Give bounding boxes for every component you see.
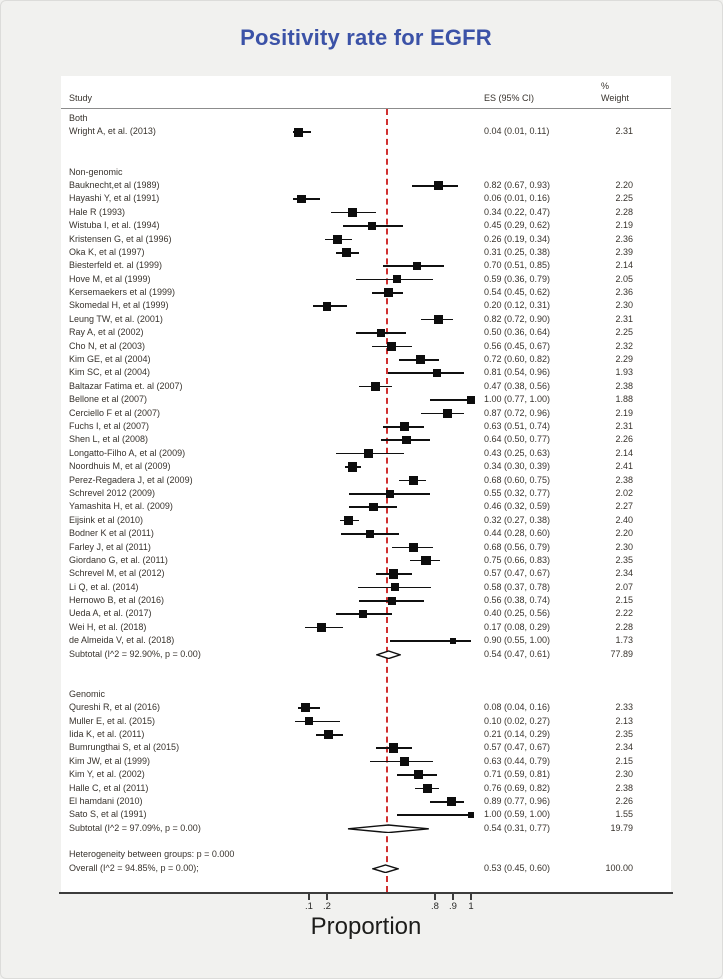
weight-value: 2.07	[615, 581, 633, 592]
effect-square	[400, 422, 409, 431]
study-row	[61, 353, 671, 366]
study-label: Eijsink et al (2010)	[69, 514, 144, 525]
es-value: 0.68 (0.60, 0.75)	[484, 474, 551, 485]
effect-square	[342, 248, 351, 257]
es-value: 0.44 (0.28, 0.60)	[484, 528, 551, 539]
es-value: 0.64 (0.50, 0.77)	[484, 434, 551, 445]
rows	[61, 112, 671, 875]
effect-square	[434, 181, 443, 190]
study-label: Biesterfeld et. al (1999)	[69, 260, 163, 271]
weight-value: 2.35	[615, 554, 633, 565]
study-label: Giordano G, et al. (2011)	[69, 554, 168, 565]
axis-tick	[470, 894, 472, 900]
weight-value: 2.28	[615, 206, 633, 217]
es-value: 0.54 (0.31, 0.77)	[484, 822, 551, 833]
study-label: Oka K, et al (1997)	[69, 246, 145, 257]
pooled-diamond	[376, 650, 401, 660]
weight-value: 2.38	[615, 782, 633, 793]
es-value: 0.10 (0.02, 0.27)	[484, 715, 551, 726]
study-label: Bodner K et al (2011)	[69, 528, 154, 539]
effect-square	[434, 315, 443, 324]
study-label: Skomedal H, et al (1999)	[69, 300, 169, 311]
weight-value: 2.25	[615, 327, 633, 338]
study-row	[61, 233, 671, 246]
es-value: 0.08 (0.04, 0.16)	[484, 702, 551, 713]
group-name: Genomic	[69, 688, 106, 699]
study-row	[61, 741, 671, 754]
pooled-label: Subtotal (I^2 = 92.90%, p = 0.00)	[69, 648, 201, 659]
weight-value: 2.15	[615, 595, 633, 606]
study-label: Wistuba I, et al. (1994)	[69, 220, 160, 231]
study-row	[61, 192, 671, 205]
study-row	[61, 326, 671, 339]
group-name: Both	[69, 113, 88, 123]
study-row	[61, 206, 671, 219]
es-value: 0.57 (0.47, 0.67)	[484, 568, 551, 579]
effect-square	[413, 262, 421, 270]
effect-square	[387, 342, 396, 351]
study-label: El hamdani (2010)	[69, 795, 143, 806]
study-label: Iida K, et al. (2011)	[69, 728, 145, 739]
es-value: 0.82 (0.67, 0.93)	[484, 179, 551, 190]
weight-value: 2.32	[615, 340, 633, 351]
es-value: 0.46 (0.32, 0.59)	[484, 501, 551, 512]
weight-value: 2.30	[615, 541, 633, 552]
study-row	[61, 340, 671, 353]
study-label: Schrevel M, et al (2012)	[69, 568, 165, 579]
study-row	[61, 634, 671, 647]
study-row	[61, 125, 671, 138]
study-row	[61, 808, 671, 821]
effect-square	[323, 302, 332, 311]
study-label: Ray A, et al (2002)	[69, 327, 144, 338]
weight-value: 2.31	[615, 313, 633, 324]
study-label: Kim Y, et al. (2002)	[69, 769, 145, 780]
study-label: Longatto-Filho A, et al (2009)	[69, 447, 186, 458]
weight-value: 2.20	[615, 179, 633, 190]
es-value: 0.76 (0.69, 0.82)	[484, 782, 551, 793]
ci-line	[397, 814, 471, 816]
weight-value: 2.31	[615, 126, 633, 137]
effect-square	[467, 396, 474, 403]
study-row	[61, 366, 671, 379]
study-label: Halle C, et al (2011)	[69, 782, 149, 793]
study-row	[61, 567, 671, 580]
effect-square	[389, 569, 398, 578]
study-row	[61, 715, 671, 728]
study-label: Kim SC, et al (2004)	[69, 367, 151, 378]
effect-square	[371, 382, 380, 391]
effect-square	[333, 235, 342, 244]
weight-value: 2.31	[615, 420, 633, 431]
weight-value: 2.33	[615, 702, 633, 713]
weight-value: 1.93	[615, 367, 633, 378]
study-row	[61, 219, 671, 232]
study-label: Shen L, et al (2008)	[69, 434, 149, 445]
weight-value: 1.55	[615, 809, 633, 820]
spacer-row	[61, 835, 671, 848]
x-axis-line	[59, 892, 673, 894]
es-value: 0.82 (0.72, 0.90)	[484, 313, 551, 324]
study-row	[61, 594, 671, 607]
pooled-diamond	[372, 864, 399, 874]
study-row	[61, 474, 671, 487]
es-value: 0.20 (0.12, 0.31)	[484, 300, 551, 311]
es-value: 0.57 (0.47, 0.67)	[484, 742, 551, 753]
weight-value: 2.02	[615, 487, 633, 498]
effect-square	[389, 743, 398, 752]
study-label: Sato S, et al (1991)	[69, 809, 147, 820]
effect-square	[433, 369, 441, 377]
study-row	[61, 701, 671, 714]
study-label: Hayashi Y, et al (1991)	[69, 193, 160, 204]
study-row	[61, 500, 671, 513]
es-value: 0.54 (0.45, 0.62)	[484, 287, 551, 298]
effect-square	[348, 462, 357, 471]
pooled-label: Subtotal (I^2 = 97.09%, p = 0.00)	[69, 822, 201, 833]
effect-square	[317, 623, 326, 632]
study-row	[61, 420, 671, 433]
axis-tick	[326, 894, 328, 900]
weight-value: 77.89	[610, 648, 633, 659]
study-label: Hernowo B, et al (2016)	[69, 595, 165, 606]
study-label: Kim GE, et al (2004)	[69, 354, 151, 365]
study-row	[61, 621, 671, 634]
effect-square	[368, 222, 377, 231]
study-row	[61, 755, 671, 768]
es-value: 0.58 (0.37, 0.78)	[484, 581, 551, 592]
weight-value: 2.30	[615, 769, 633, 780]
study-row	[61, 460, 671, 473]
column-header-percent: %	[601, 81, 610, 91]
weight-value: 2.41	[615, 461, 633, 472]
study-label: Wei H, et al. (2018)	[69, 621, 147, 632]
axis-tick-label: .2	[323, 901, 331, 912]
es-value: 0.45 (0.29, 0.62)	[484, 220, 551, 231]
es-value: 0.63 (0.44, 0.79)	[484, 755, 551, 766]
spacer-row	[61, 661, 671, 674]
study-row	[61, 407, 671, 420]
weight-value: 2.34	[615, 568, 633, 579]
effect-square	[393, 275, 401, 283]
effect-square	[369, 503, 378, 512]
weight-value: 2.19	[615, 407, 633, 418]
ci-line	[295, 721, 340, 723]
weight-value: 2.05	[615, 273, 633, 284]
weight-value: 2.15	[615, 755, 633, 766]
study-label: Wright A, et al. (2013)	[69, 126, 156, 137]
weight-value: 2.35	[615, 728, 633, 739]
effect-square	[366, 530, 375, 539]
study-label: Yamashita H, et al. (2009)	[69, 501, 173, 512]
study-row	[61, 541, 671, 554]
effect-square	[301, 703, 310, 712]
axis-tick-label: .8	[431, 901, 439, 912]
effect-square	[384, 288, 393, 297]
column-header-study: Study	[69, 93, 93, 103]
study-row	[61, 313, 671, 326]
es-value: 0.50 (0.36, 0.64)	[484, 327, 551, 338]
effect-square	[423, 784, 432, 793]
effect-square	[348, 208, 357, 217]
es-value: 0.17 (0.08, 0.29)	[484, 621, 551, 632]
effect-square	[468, 812, 474, 818]
weight-value: 2.27	[615, 501, 633, 512]
weight-value: 2.36	[615, 233, 633, 244]
es-value: 0.34 (0.22, 0.47)	[484, 206, 551, 217]
study-row	[61, 299, 671, 312]
es-value: 0.72 (0.60, 0.82)	[484, 354, 551, 365]
study-row	[61, 607, 671, 620]
weight-value: 2.19	[615, 220, 633, 231]
study-label: de Almeida V, et al. (2018)	[69, 635, 175, 646]
weight-value: 2.34	[615, 742, 633, 753]
es-value: 0.70 (0.51, 0.85)	[484, 260, 551, 271]
effect-square	[294, 128, 303, 137]
ci-line	[430, 399, 471, 401]
es-value: 0.40 (0.25, 0.56)	[484, 608, 551, 619]
study-row	[61, 487, 671, 500]
study-label: Cerciello F et al (2007)	[69, 407, 161, 418]
weight-value: 2.13	[615, 715, 633, 726]
es-value: 0.34 (0.30, 0.39)	[484, 461, 551, 472]
ci-line	[390, 640, 471, 642]
subtotal-row	[61, 822, 671, 835]
es-value: 0.63 (0.51, 0.74)	[484, 420, 551, 431]
study-row	[61, 554, 671, 567]
weight-value: 2.26	[615, 434, 633, 445]
study-label: Hove M, et al (1999)	[69, 273, 151, 284]
study-label: Muller E, et al. (2015)	[69, 715, 156, 726]
effect-square	[402, 436, 411, 445]
es-value: 0.53 (0.45, 0.60)	[484, 862, 551, 873]
weight-value: 19.79	[610, 822, 633, 833]
weight-value: 2.30	[615, 300, 633, 311]
study-label: Hale R (1993)	[69, 206, 126, 217]
study-row	[61, 286, 671, 299]
es-value: 0.47 (0.38, 0.56)	[484, 380, 551, 391]
es-value: 1.00 (0.77, 1.00)	[484, 394, 551, 405]
weight-value: 2.38	[615, 380, 633, 391]
es-value: 0.68 (0.56, 0.79)	[484, 541, 551, 552]
x-axis-label: Proportion	[310, 913, 422, 940]
effect-square	[450, 638, 457, 645]
study-row	[61, 393, 671, 406]
effect-square	[388, 597, 396, 605]
header-divider	[61, 108, 671, 109]
study-label: Qureshi R, et al (2016)	[69, 702, 161, 713]
study-label: Fuchs I, et al (2007)	[69, 420, 150, 431]
study-label: Baltazar Fatima et. al (2007)	[69, 380, 183, 391]
weight-value: 2.22	[615, 608, 633, 619]
effect-square	[297, 195, 306, 204]
es-value: 0.71 (0.59, 0.81)	[484, 769, 551, 780]
study-row	[61, 728, 671, 741]
es-value: 0.32 (0.27, 0.38)	[484, 514, 551, 525]
effect-square	[409, 476, 418, 485]
ci-line	[421, 413, 464, 415]
es-value: 0.54 (0.47, 0.61)	[484, 648, 551, 659]
axis-tick	[308, 894, 310, 900]
es-value: 0.87 (0.72, 0.96)	[484, 407, 551, 418]
group-header-row	[61, 166, 671, 179]
es-value: 0.56 (0.45, 0.67)	[484, 340, 551, 351]
study-label: Bauknecht,et al (1989)	[69, 179, 160, 190]
study-row	[61, 433, 671, 446]
study-row	[61, 246, 671, 259]
weight-value: 1.88	[615, 394, 633, 405]
es-value: 0.89 (0.77, 0.96)	[484, 795, 551, 806]
study-row	[61, 782, 671, 795]
study-label: Noordhuis M, et al (2009)	[69, 461, 171, 472]
plot-panel	[61, 76, 671, 893]
axis-tick	[434, 894, 436, 900]
effect-square	[391, 583, 399, 591]
study-row	[61, 768, 671, 781]
effect-square	[364, 449, 372, 457]
axis-tick	[452, 894, 454, 900]
pooled-diamond	[347, 824, 430, 834]
effect-square	[409, 543, 418, 552]
page-title: Positivity rate for EGFR	[240, 25, 492, 50]
study-label: Bumrungthai S, et al (2015)	[69, 742, 180, 753]
effect-square	[400, 757, 408, 765]
weight-value: 2.38	[615, 474, 633, 485]
column-header-es: ES (95% CI)	[484, 93, 535, 103]
weight-value: 1.73	[615, 635, 633, 646]
weight-value: 2.36	[615, 287, 633, 298]
study-label: Kersemaekers et al (1999)	[69, 287, 176, 298]
study-row	[61, 514, 671, 527]
effect-square	[324, 730, 333, 739]
axis-tick-label: .9	[449, 901, 457, 912]
es-value: 0.43 (0.25, 0.63)	[484, 447, 551, 458]
weight-value: 2.25	[615, 193, 633, 204]
effect-square	[377, 329, 386, 338]
study-row	[61, 179, 671, 192]
weight-value: 2.20	[615, 528, 633, 539]
spacer-row	[61, 674, 671, 687]
effect-square	[305, 717, 313, 725]
study-row	[61, 273, 671, 286]
es-value: 0.81 (0.54, 0.96)	[484, 367, 551, 378]
axis-tick-label: .1	[305, 901, 313, 912]
ci-line	[388, 372, 464, 374]
study-row	[61, 795, 671, 808]
study-row	[61, 380, 671, 393]
weight-value: 2.14	[615, 447, 633, 458]
effect-square	[414, 770, 423, 779]
axis-tick-label: 1	[468, 901, 474, 912]
study-row	[61, 259, 671, 272]
study-label: Leung TW, et al. (2001)	[69, 313, 163, 324]
group-name: Non-genomic	[69, 166, 123, 177]
weight-value: 100.00	[605, 862, 633, 873]
es-value: 0.26 (0.19, 0.34)	[484, 233, 551, 244]
weight-value: 2.29	[615, 354, 633, 365]
effect-square	[443, 409, 452, 418]
heterogeneity-note: Heterogeneity between groups: p = 0.000	[69, 849, 235, 860]
es-value: 0.56 (0.38, 0.74)	[484, 595, 551, 606]
study-label: Cho N, et al (2003)	[69, 340, 146, 351]
effect-square	[416, 355, 425, 364]
study-label: Ueda A, et al. (2017)	[69, 608, 152, 619]
study-label: Bellone et al (2007)	[69, 394, 148, 405]
spacer-row	[61, 139, 671, 152]
study-row	[61, 447, 671, 460]
study-label: Schrevel 2012 (2009)	[69, 487, 156, 498]
spacer-row	[61, 152, 671, 165]
effect-square	[359, 610, 368, 619]
es-value: 0.31 (0.25, 0.38)	[484, 246, 551, 257]
overall-row	[61, 862, 671, 875]
effect-square	[447, 797, 456, 806]
study-row	[61, 581, 671, 594]
study-label: Li Q, et al. (2014)	[69, 581, 139, 592]
weight-value: 2.14	[615, 260, 633, 271]
es-value: 0.75 (0.66, 0.83)	[484, 554, 551, 565]
es-value: 0.21 (0.14, 0.29)	[484, 728, 551, 739]
weight-value: 2.40	[615, 514, 633, 525]
es-value: 0.59 (0.36, 0.79)	[484, 273, 551, 284]
pooled-label: Overall (I^2 = 94.85%, p = 0.00);	[69, 862, 199, 873]
study-label: Perez-Regadera J, et al (2009)	[69, 474, 193, 485]
weight-value: 2.39	[615, 246, 633, 257]
effect-square	[344, 516, 353, 525]
study-label: Kristensen G, et al (1996)	[69, 233, 172, 244]
subtotal-row	[61, 648, 671, 661]
study-label: Farley J, et al (2011)	[69, 541, 151, 552]
es-value: 1.00 (0.59, 1.00)	[484, 809, 551, 820]
heterogeneity-row	[61, 848, 671, 861]
weight-value: 2.28	[615, 621, 633, 632]
es-value: 0.06 (0.01, 0.16)	[484, 193, 551, 204]
study-row	[61, 527, 671, 540]
study-label: Kim JW, et al (1999)	[69, 755, 151, 766]
es-value: 0.55 (0.32, 0.77)	[484, 487, 551, 498]
weight-value: 2.26	[615, 795, 633, 806]
es-value: 0.04 (0.01, 0.11)	[484, 126, 550, 137]
group-header-row	[61, 688, 671, 701]
column-header-weight: Weight	[601, 93, 629, 103]
group-header-row	[61, 112, 671, 125]
effect-square	[421, 556, 430, 565]
effect-square	[386, 490, 394, 498]
es-value: 0.90 (0.55, 1.00)	[484, 635, 551, 646]
